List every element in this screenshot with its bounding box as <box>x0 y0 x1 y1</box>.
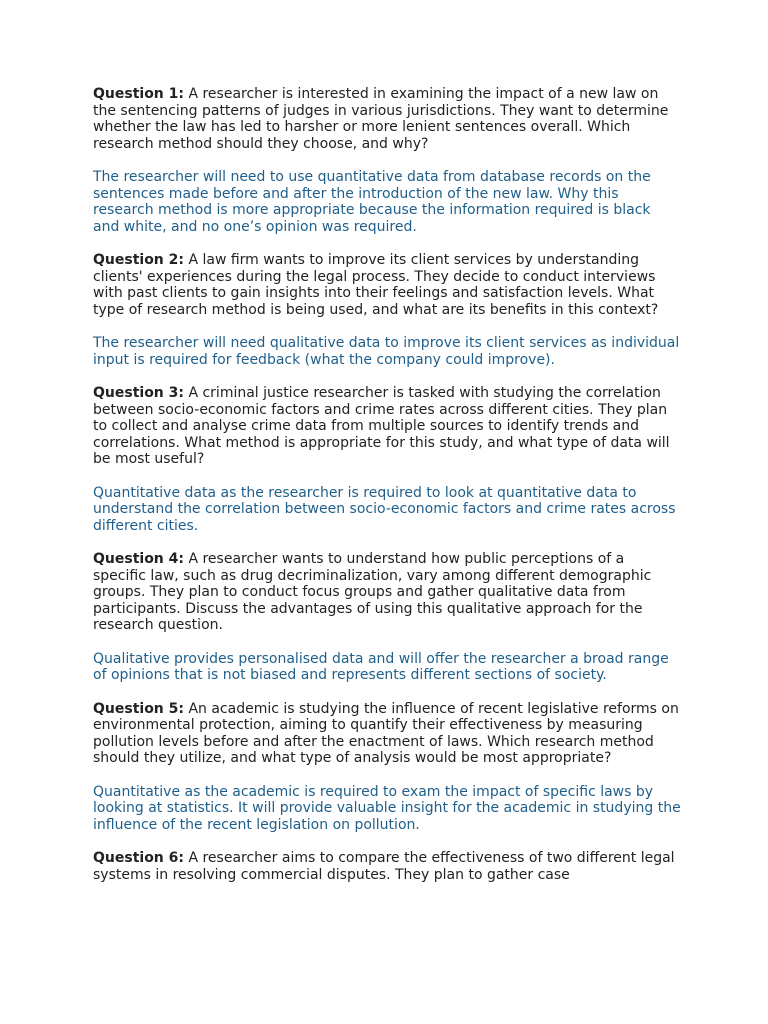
question-label: Question 6: <box>93 850 184 866</box>
question-4 <box>93 551 681 634</box>
question-text: An academic is studying the influence of recent legislative reforms on environmental protection, aiming to quantify their effectiveness by measuring pollution levels before and after the enactment of laws. Which research method should they utilize, and what type of analysis would be most appropriate? <box>93 700 679 766</box>
answer-4: Qualitative provides personalised data and will offer the researcher a broad range of opinions that is not biased and represents different sections of society. <box>93 650 669 683</box>
question-6 <box>93 850 681 883</box>
answer-2: The researcher will need qualitative data to improve its client services as individual input is required for feedback (what the company could improve). <box>93 335 680 368</box>
question-1 <box>93 86 681 152</box>
question-label: Question 4: <box>93 551 184 567</box>
question-label: Question 5: <box>93 700 184 717</box>
question-text: A researcher aims to compare the effectiveness of two different legal systems in resolving commercial disputes. They plan to gather case <box>93 850 675 883</box>
answer-3: Quantitative data as the researcher is required to look at quantitative data to understand the correlation between socio-economic factors and crime rates across different cities. <box>93 484 676 534</box>
document-page <box>93 86 681 900</box>
question-5 <box>93 701 681 767</box>
question-label: Question 1: <box>93 86 184 102</box>
question-label: Question 2: <box>93 252 184 268</box>
answer-5: Quantitative as the academic is required to exam the impact of specific laws by looking at statistics. It will provide valuable insight for the academic in studying the influence of the recent legislation on pollution. <box>93 783 681 833</box>
question-2 <box>93 252 681 318</box>
question-3 <box>93 385 681 468</box>
question-text: A researcher wants to understand how public perceptions of a specific law, such as drug decriminalization, vary among different demographic groups. They plan to conduct focus groups and gather qualitative data from participants. Discuss the advantages of using this qualitative approach for the research question. <box>93 551 652 633</box>
question-text: A criminal justice researcher is tasked with studying the correlation between socio-economic factors and crime rates across different cities. They plan to collect and analyse crime data from multiple sources to identify trends and correlations. What method is appropriate for this study, and what type of data will be most useful? <box>93 385 670 467</box>
question-label: Question 3: <box>93 385 184 401</box>
question-text: A researcher is interested in examining the impact of a new law on the sentencing patterns of judges in various jurisdictions. They want to determine whether the law has led to harsher or more lenient sentences overall. Which research method should they choose, and why? <box>93 86 669 152</box>
answer-1: The researcher will need to use quantitative data from database records on the sentences made before and after the introduction of the new law. Why this research method is more appropriate because the information required is black and white, and no one’s opinion was required. <box>93 169 651 235</box>
question-text: A law firm wants to improve its client services by understanding clients' experiences during the legal process. They decide to conduct interviews with past clients to gain insights into their feelings and satisfaction levels. What type of research method is being used, and what are its benefits in this context? <box>93 252 659 318</box>
